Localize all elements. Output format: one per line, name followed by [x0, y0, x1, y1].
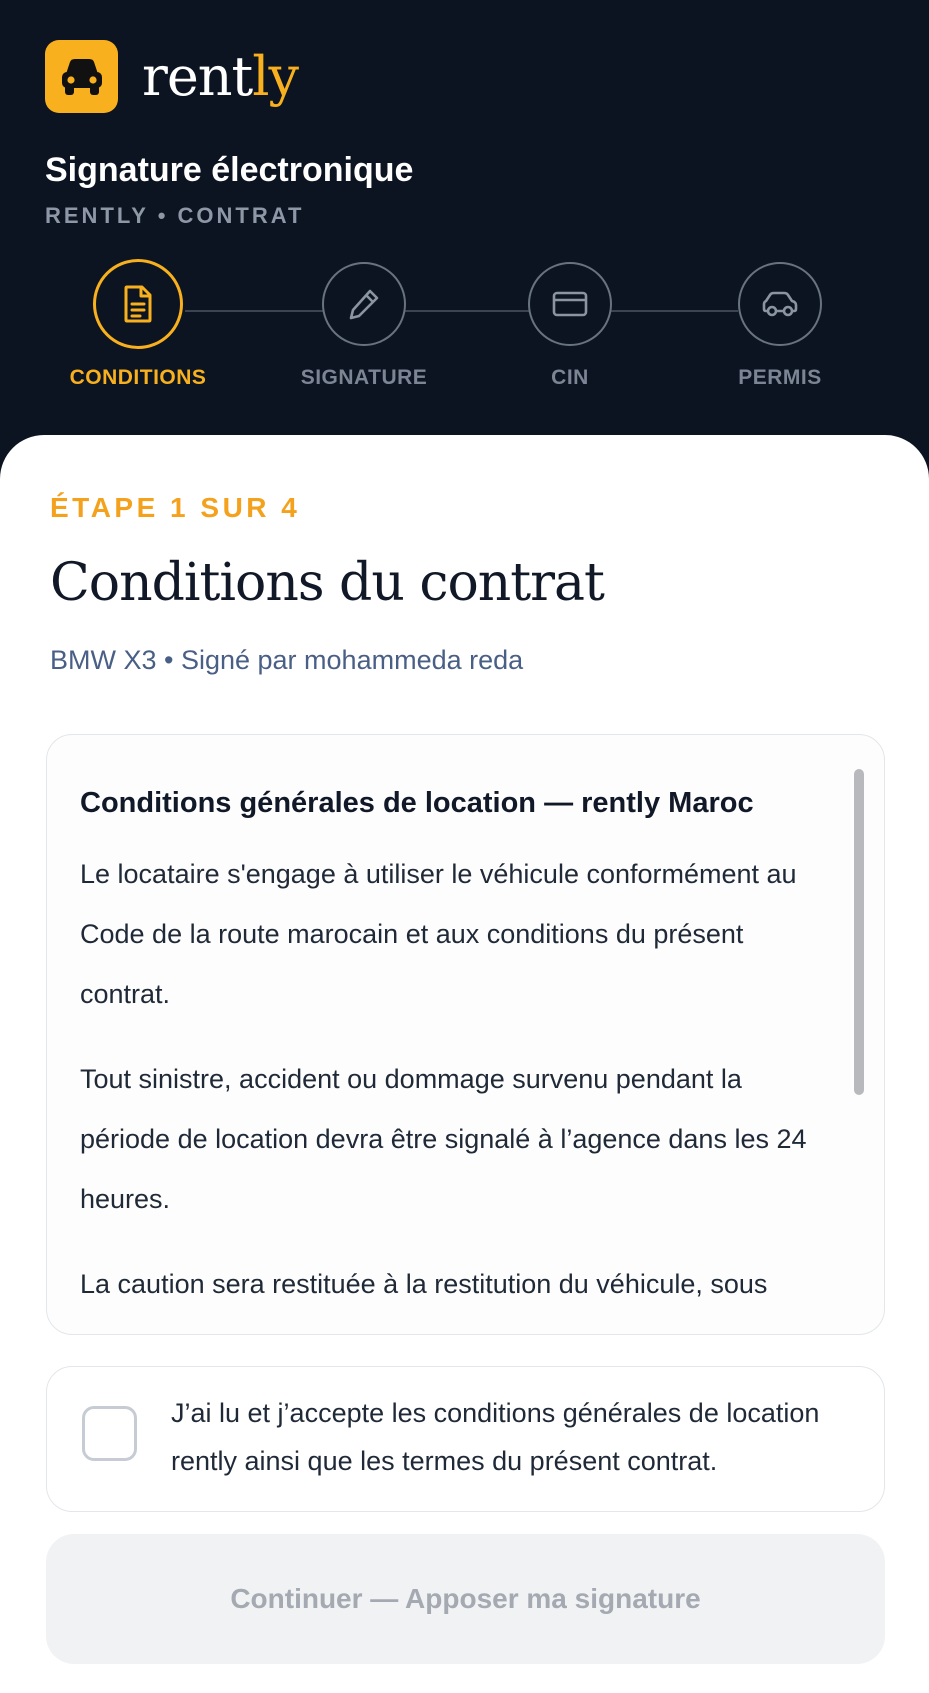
brand-name-accent: ly: [252, 44, 299, 108]
content-sheet: [0, 435, 929, 1693]
car-icon: [45, 40, 118, 113]
terms-heading: Conditions générales de location — rently Maroc: [80, 787, 754, 819]
terms-scroll-area[interactable]: [46, 734, 885, 1335]
step-circle: [322, 262, 406, 346]
accept-terms-label[interactable]: J’ai lu et j’accepte les conditions générales de location rently ainsi que les termes du présent contrat.: [171, 1398, 820, 1476]
app-header: [0, 0, 929, 470]
step-cin[interactable]: [480, 262, 660, 390]
page-title: Signature électronique: [45, 151, 414, 189]
brand-name: rently: [142, 44, 299, 108]
step-circle: [93, 259, 183, 349]
step-label: CIN: [551, 366, 589, 389]
brand-logo: [45, 40, 298, 113]
document-icon: [120, 284, 156, 324]
step-signature[interactable]: [274, 262, 454, 390]
terms-content: [80, 785, 820, 1314]
car-icon: [760, 289, 800, 319]
step-permis[interactable]: [690, 262, 870, 390]
step-label: PERMIS: [738, 366, 822, 389]
terms-paragraph: La caution sera restituée à la restitution du véhicule, sous: [80, 1268, 768, 1299]
id-card-icon: [551, 289, 589, 319]
accept-terms-checkbox[interactable]: [82, 1406, 137, 1461]
step-label: CONDITIONS: [69, 366, 207, 389]
step-indicator: ÉTAPE 1 SUR 4: [50, 492, 301, 523]
step-conditions[interactable]: [48, 262, 228, 390]
scrollbar[interactable]: [854, 769, 864, 1095]
terms-paragraph: Le locataire s'engage à utiliser le véhicule conformément au Code de la route marocain et aux conditions du présent contrat.: [80, 858, 797, 1009]
contract-meta: BMW X3 • Signé par mohammeda reda: [50, 645, 524, 675]
progress-stepper: [0, 262, 929, 412]
pen-icon: [346, 286, 382, 322]
step-label: SIGNATURE: [300, 366, 428, 389]
scrollbar-thumb[interactable]: [854, 769, 864, 1095]
continue-signature-button[interactable]: Continuer — Apposer ma signature: [46, 1534, 885, 1664]
terms-paragraph: Tout sinistre, accident ou dommage survenu pendant la période de location devra être signalé à l’agence dans les 24 heures.: [80, 1063, 807, 1214]
page-subtitle: RENTLY • CONTRAT: [45, 203, 305, 228]
step-circle: [738, 262, 822, 346]
step-circle: [528, 262, 612, 346]
accept-terms-row[interactable]: [46, 1366, 885, 1512]
section-title: Conditions du contrat: [50, 553, 604, 613]
